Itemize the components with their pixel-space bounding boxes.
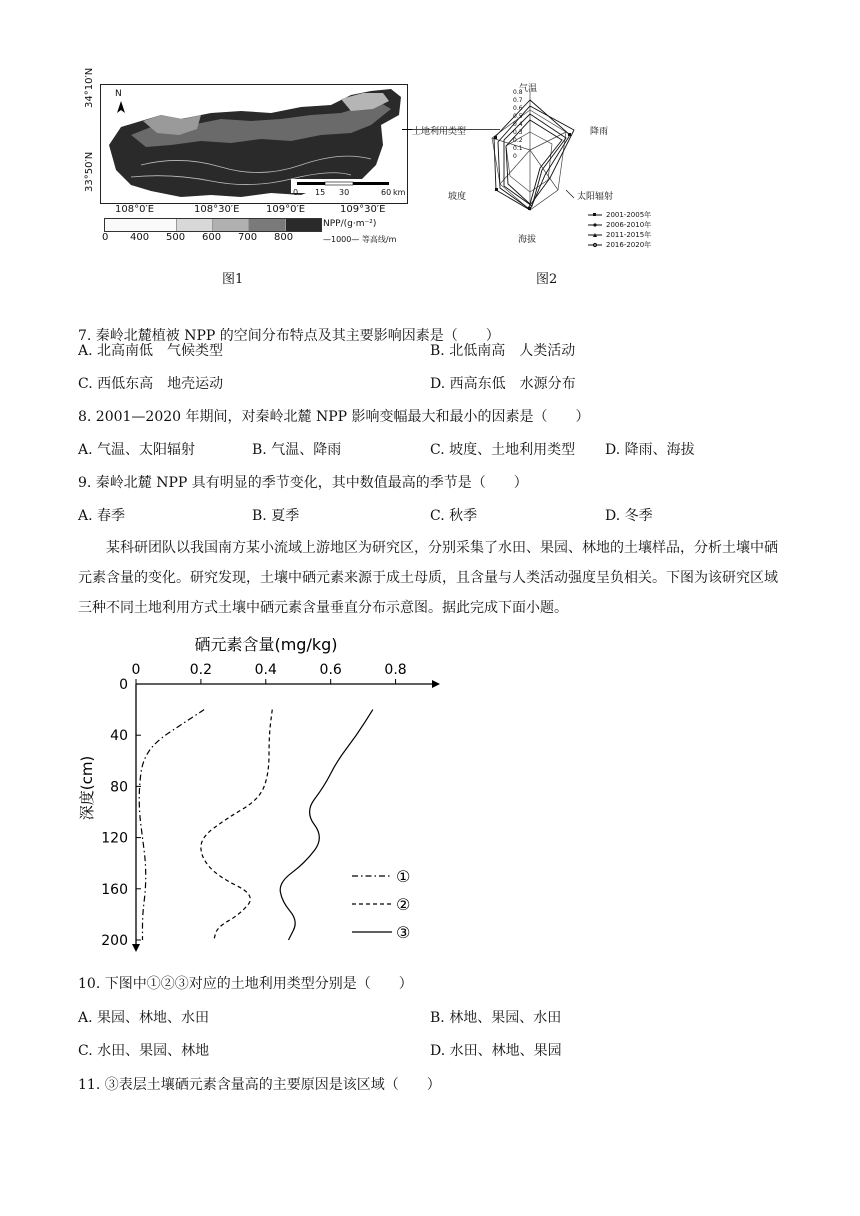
chart-title: 硒元素含量(mg/kg) [194, 635, 338, 654]
y-tick-label: 200 [101, 933, 128, 949]
scale-label-15: 15 [315, 188, 326, 197]
q7-option-a-row[interactable]: A. 北高南低 气候类型 [78, 343, 224, 359]
north-arrow-label: N [115, 89, 122, 99]
y-tick-label: 120 [101, 830, 128, 847]
lat-top-label: 34°10′N [84, 67, 95, 108]
legend-0: 0 [102, 232, 109, 243]
lon-label-1: 108°0′E [115, 204, 155, 215]
scale-label-30: 30 [339, 188, 350, 197]
x-tick-label: 0.2 [189, 662, 213, 678]
y-axis-arrow [132, 944, 140, 952]
q8-option-b[interactable]: B. 气温、降雨 [252, 442, 342, 458]
x-axis-arrow [432, 680, 440, 688]
q9-stem: 9. 秦岭北麓 NPP 具有明显的季节变化，其中数值最高的季节是（ ） [78, 475, 528, 491]
radar-legend-2: 2006-2010年 [606, 221, 652, 229]
q8-option-d[interactable]: D. 降雨、海拔 [605, 442, 695, 458]
q7-stem: 7. 秦岭北麓植被 NPP 的空间分布特点及其主要影响因素是（ ） [78, 328, 500, 344]
q8-option-a[interactable]: A. 气温、太阳辐射 [78, 442, 196, 458]
radar-chart [470, 80, 690, 250]
radar-legend-3: 2011-2015年 [606, 231, 652, 239]
q8-stem: 8. 2001—2020 年期间，对秦岭北麓 NPP 影响变幅最大和最小的因素是（ ） [78, 409, 590, 425]
radar-tick-0.8: 0.8 [513, 89, 523, 96]
legend-800: 800 [274, 232, 294, 243]
legend-700: 700 [238, 232, 258, 243]
lat-bottom-label: 33°50′N [84, 151, 95, 192]
y-tick-label: 160 [101, 881, 128, 898]
q9-option-d[interactable]: D. 冬季 [605, 508, 653, 524]
q11-stem: 11. ③表层土壤硒元素含量高的主要原因是该区域（ ） [78, 1077, 441, 1093]
x-tick-label: 0.8 [384, 662, 407, 678]
radar-tick-0.3: 0.3 [513, 129, 523, 136]
q7-option-b[interactable]: B. 北低南高 人类活动 [430, 343, 576, 359]
series-line-2 [201, 710, 272, 940]
radar-scale [513, 89, 535, 161]
lon-label-4: 109°30′E [340, 204, 386, 215]
radar-tick-0.5: 0.5 [513, 113, 523, 120]
q7-option-d[interactable]: D. 西高东低 水源分布 [430, 376, 576, 392]
legend-label-3: ③ [396, 923, 411, 942]
q10-option-c[interactable]: C. 水田、果园、林地 [78, 1043, 210, 1059]
contour-label: —1000— 等高线/m [323, 235, 397, 244]
radar-legend-4: 2016-2020年 [606, 241, 652, 249]
map-frame [100, 84, 408, 204]
radar-axis-rain: 降雨 [590, 127, 609, 137]
y-tick-label: 40 [110, 728, 128, 745]
q8-option-c[interactable]: C. 坡度、土地利用类型 [430, 442, 576, 458]
npp-legend-bar [104, 218, 322, 232]
map-image [101, 85, 407, 203]
q7-option-c[interactable]: C. 西低东高 地壳运动 [78, 376, 224, 392]
legend-label-2: ② [396, 895, 411, 914]
scale-label-0: 0 [293, 188, 299, 197]
scale-unit: km [393, 188, 406, 197]
radar-tick-0.4: 0.4 [513, 121, 523, 128]
figure2-caption: 图2 [536, 272, 558, 287]
q9-option-c[interactable]: C. 秋季 [430, 508, 478, 524]
legend-500: 500 [166, 232, 186, 243]
x-tick-label: 0.4 [254, 662, 277, 678]
radar-axis-slope: 坡度 [448, 192, 467, 202]
y-tick-label: 80 [110, 779, 128, 796]
legend-400: 400 [130, 232, 150, 243]
selenium-depth-chart [70, 628, 450, 962]
legend-unit: NPP/(g·m⁻²) [323, 219, 377, 229]
x-tick-label: 0 [131, 662, 141, 678]
series-line-1 [139, 710, 204, 940]
radar-tick-0.6: 0.6 [513, 105, 523, 112]
land-use-leader [402, 129, 412, 130]
radar-axis-radiation: 太阳辐射 [577, 192, 614, 202]
legend-600: 600 [202, 232, 222, 243]
q10-option-d[interactable]: D. 水田、林地、果园 [430, 1043, 562, 1059]
land-use-label: 土地利用类型 [412, 127, 467, 137]
radar-axis-temp: 气温 [519, 84, 538, 94]
radar-tick-0.7: 0.7 [513, 97, 523, 104]
q10-option-a[interactable]: A. 果园、林地、水田 [78, 1010, 210, 1026]
radar-tick-0.1: 0.1 [513, 145, 523, 152]
legend-label-1: ① [396, 867, 411, 886]
figure1-caption: 图1 [222, 272, 244, 287]
radar-tick-0: 0 [513, 153, 517, 160]
series-line-3 [280, 710, 373, 940]
intro-paragraph: 某科研团队以我国南方某小流域上游地区为研究区，分别采集了水田、果园、林地的土壤样品，分析土壤中硒元素含量的变化。研究发现，土壤中硒元素来源于成土母质，且含量与人类活动强度呈负相关。下图为该研究区域三种不同土地利用方式土壤中硒元素含量垂直分布示意图。据此完成下面小题。 [78, 540, 778, 616]
radar-legend-1: 2001-2005年 [606, 211, 652, 219]
lon-label-2: 108°30′E [194, 204, 240, 215]
radar-tick-0.2: 0.2 [513, 137, 523, 144]
q10-option-b[interactable]: B. 林地、果园、水田 [430, 1010, 562, 1026]
radar-landuse-line [412, 129, 500, 130]
x-tick-label: 0.6 [319, 662, 342, 678]
chart-ylabel: 深度(cm) [78, 755, 96, 821]
radar-axis-altitude: 海拔 [518, 235, 537, 245]
q10-stem: 10. 下图中①②③对应的土地利用类型分别是（ ） [78, 976, 413, 992]
lon-label-3: 109°0′E [266, 204, 306, 215]
q9-option-a[interactable]: A. 春季 [78, 508, 126, 524]
scale-label-60: 60 [381, 188, 392, 197]
y-tick-label: 0 [119, 677, 128, 693]
q9-option-b[interactable]: B. 夏季 [252, 508, 300, 524]
